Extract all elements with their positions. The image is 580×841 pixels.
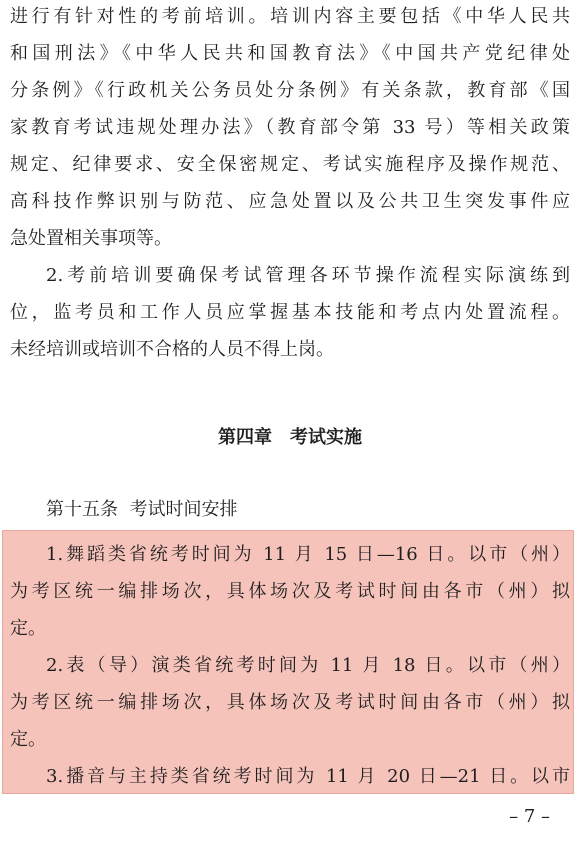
body-line: 规定、纪律要求、安全保密规定、考试实施程序及操作规范、 [10,154,570,175]
highlighted-line: 为考区统一编排场次，具体场次及考试时间由各市（州）拟 [10,581,570,602]
highlighted-line: 3.播音与主持类省统考时间为 11 月 20 日—21 日。以市 [46,766,570,787]
body-line: 位，监考员和工作人员应掌握基本技能和考点内处置流程。 [10,302,570,323]
body-line: 2.考前培训要确保考试管理各环节操作流程实际演练到 [46,265,570,286]
body-line: 分条例》《行政机关公务员处分条例》有关条款，教育部《国 [10,80,570,101]
article-heading: 第十五条 考试时间安排 [46,499,238,520]
body-line: 未经培训或培训不合格的人员不得上岗。 [10,339,334,360]
highlighted-line: 为考区统一编排场次，具体场次及考试时间由各市（州）拟 [10,692,570,713]
page-number: – 7 – [509,806,550,827]
body-line: 家教育考试违规处理办法》（教育部令第 33 号）等相关政策 [10,117,570,138]
highlighted-line: 1.舞蹈类省统考时间为 11 月 15 日—16 日。以市（州） [46,544,570,565]
body-line: 高科技作弊识别与防范、应急处置以及公共卫生突发事件应 [10,191,570,212]
body-line: 进行有针对性的考前培训。培训内容主要包括《中华人民共 [10,6,570,27]
highlighted-line: 定。 [10,618,46,639]
body-line: 急处置相关事项等。 [10,228,172,249]
highlighted-line: 2.表（导）演类省统考时间为 11 月 18 日。以市（州） [46,655,570,676]
highlighted-line: 定。 [10,729,46,750]
chapter-title: 第四章 考试实施 [218,427,362,448]
body-line: 和国刑法》《中华人民共和国教育法》《中国共产党纪律处 [10,43,570,64]
